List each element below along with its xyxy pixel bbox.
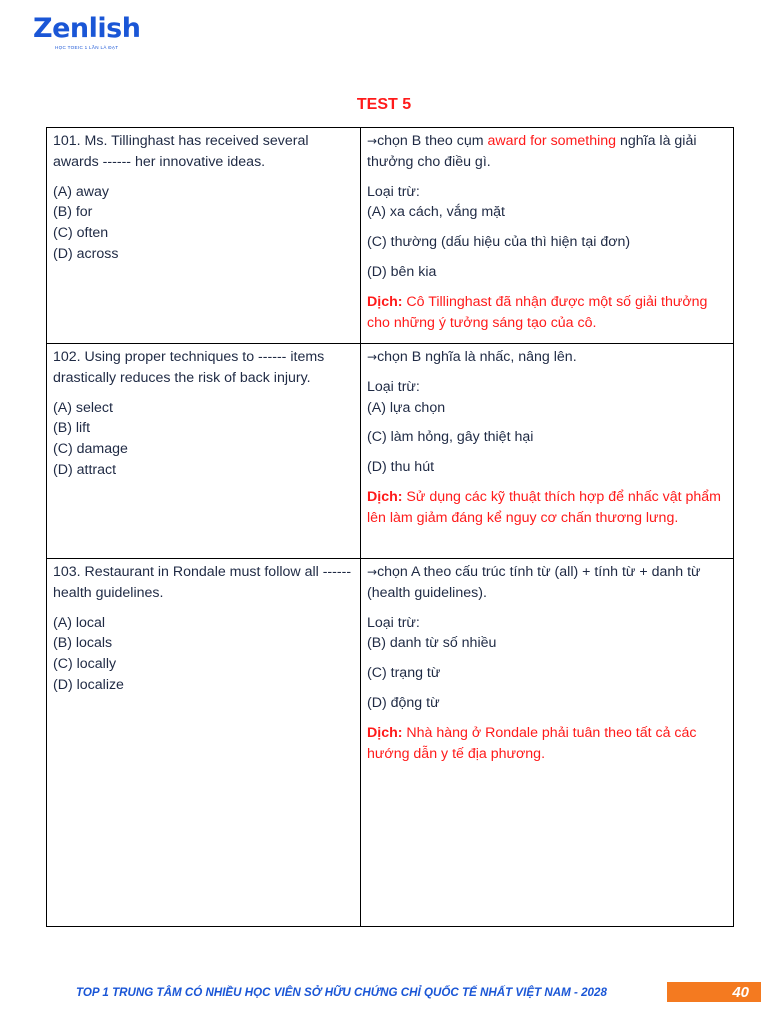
option-item: (C) damage bbox=[53, 441, 128, 458]
exclusion-item: (D) thu hút bbox=[367, 459, 435, 476]
answer-line bbox=[367, 562, 727, 604]
explanation-cell bbox=[361, 344, 734, 559]
table-row bbox=[47, 559, 734, 927]
option-item: (C) locally bbox=[53, 656, 117, 673]
answer-line bbox=[367, 347, 727, 368]
option-item: (C) often bbox=[53, 225, 109, 242]
exclusion-item: (D) động từ bbox=[367, 694, 440, 711]
answer-text: chọn A theo cấu trúc tính từ (all) + tính từ + danh từ (health guidelines). bbox=[367, 564, 701, 601]
footer-slogan: TOP 1 TRUNG TÂM CÓ NHIỀU HỌC VIÊN SỞ HỮU CHỨNG CHỈ QUỐC TẾ NHẤT VIỆT NAM - 2028 bbox=[76, 986, 607, 999]
answer-text-end: nghĩa là giải thưởng cho điều gì. bbox=[367, 133, 697, 170]
question-text: 103. Restaurant in Rondale must follow all ------ health guidelines. bbox=[53, 564, 352, 601]
exclusion-item: (A) lựa chọn bbox=[367, 399, 446, 416]
option-item: (B) locals bbox=[53, 635, 113, 652]
option-item: (A) local bbox=[53, 614, 106, 631]
translation-text: Nhà hàng ở Rondale phải tuân theo tất cả các hướng dẫn y tế địa phương. bbox=[367, 724, 697, 762]
exclude-label: Loại trừ: bbox=[367, 614, 420, 631]
translation bbox=[367, 723, 727, 765]
page-title: TEST 5 bbox=[356, 96, 412, 113]
answer-highlight: award for something bbox=[487, 133, 617, 149]
question-cell bbox=[47, 128, 361, 344]
exclusion-item: (A) xa cách, vắng mặt bbox=[367, 204, 505, 221]
option-item: (D) localize bbox=[53, 676, 124, 693]
page-number-badge bbox=[667, 982, 761, 1002]
answer-text: chọn B theo cụm bbox=[377, 133, 488, 149]
option-item: (B) for bbox=[53, 204, 93, 221]
exclusion-item: (C) thường (dấu hiệu của thì hiện tại đơn) bbox=[367, 234, 631, 251]
option-item: (A) select bbox=[53, 399, 113, 416]
translation-text: Sử dụng các kỹ thuật thích hợp để nhấc vật phẩm lên làm giảm đáng kể nguy cơ chấn thương lưng. bbox=[367, 488, 721, 526]
question-text: 102. Using proper techniques to ------ items drastically reduces the risk of back injury. bbox=[53, 349, 325, 386]
page-number: 40 bbox=[732, 984, 749, 1001]
exclusion-item: (D) bên kia bbox=[367, 263, 437, 280]
question-text: 101. Ms. Tillinghast has received several awards ------ her innovative ideas. bbox=[53, 133, 309, 170]
arrow-right-icon: → bbox=[367, 134, 378, 148]
table-row bbox=[47, 128, 734, 344]
translation-label: Dịch: bbox=[367, 724, 403, 741]
arrow-right-icon: → bbox=[367, 565, 378, 579]
exclusion-item: (B) danh từ số nhiều bbox=[367, 635, 497, 652]
explanation-cell bbox=[361, 128, 734, 344]
zenlish-logo bbox=[33, 14, 143, 54]
table-row bbox=[47, 344, 734, 559]
question-table bbox=[46, 127, 734, 927]
translation-text: Cô Tillinghast đã nhận được một số giải thưởng cho những ý tưởng sáng tạo của cô. bbox=[367, 293, 708, 331]
exclusion-item: (C) làm hỏng, gây thiệt hại bbox=[367, 429, 534, 446]
exclusion-item: (C) trạng từ bbox=[367, 665, 441, 682]
question-cell bbox=[47, 559, 361, 927]
explanation-cell bbox=[361, 559, 734, 927]
answer-text: chọn B nghĩa là nhấc, nâng lên. bbox=[377, 349, 577, 365]
translation-label: Dịch: bbox=[367, 293, 403, 310]
option-item: (D) across bbox=[53, 245, 119, 262]
translation-label: Dịch: bbox=[367, 488, 403, 505]
question-cell bbox=[47, 344, 361, 559]
exclude-label: Loại trừ: bbox=[367, 378, 420, 395]
option-item: (B) lift bbox=[53, 420, 91, 437]
logo-tagline: HỌC TOEIC 1 LẦN LÀ ĐẠT bbox=[55, 45, 119, 50]
translation bbox=[367, 292, 727, 334]
logo-wordmark: Zenlish bbox=[33, 13, 141, 44]
translation bbox=[367, 487, 727, 529]
option-item: (A) away bbox=[53, 183, 109, 200]
exclude-label: Loại trừ: bbox=[367, 183, 420, 200]
answer-line bbox=[367, 131, 727, 173]
option-item: (D) attract bbox=[53, 461, 117, 478]
arrow-right-icon: → bbox=[367, 350, 378, 364]
